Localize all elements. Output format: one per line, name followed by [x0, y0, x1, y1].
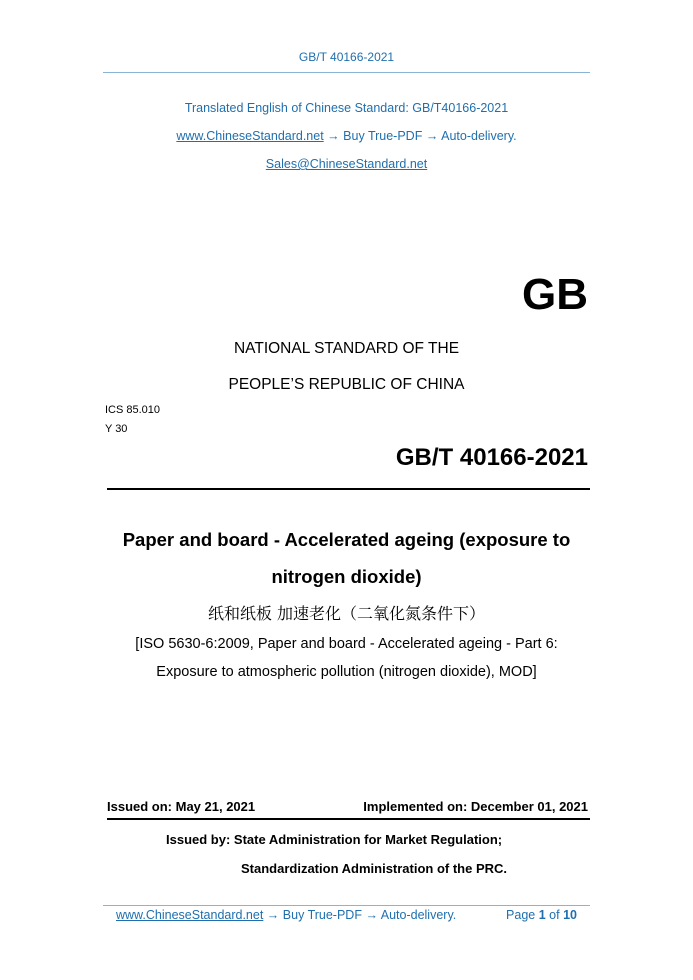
iso-line2: Exposure to atmospheric pollution (nitrogen dioxide), MOD] — [156, 664, 537, 680]
buy-pdf-link[interactable]: Buy True-PDF — [343, 129, 423, 143]
arrow-right-icon: → — [425, 129, 439, 143]
issued-by-line2: Standardization Administration of the PRC. — [241, 861, 508, 876]
email-line — [0, 157, 693, 171]
header-code: GB/T 40166-2021 — [298, 50, 395, 64]
header-divider — [103, 72, 590, 73]
footer-links — [116, 908, 456, 922]
arrow-right-icon: → — [365, 908, 378, 922]
page-current: 1 — [538, 908, 546, 922]
title-chinese: 纸和纸板 加速老化（二氧化氮条件下） — [207, 604, 486, 623]
page-of: of — [549, 908, 560, 922]
title-line1: Paper and board - Accelerated ageing (exposure to — [122, 529, 571, 550]
issued-by-line1: Issued by: State Administration for Market Regulation; — [166, 832, 503, 847]
gb-logo: GB — [522, 270, 588, 319]
issued-on: Issued on: May 21, 2021 — [107, 799, 256, 814]
page-total: 10 — [563, 908, 577, 922]
dates-divider — [107, 818, 590, 820]
implemented-on: Implemented on: December 01, 2021 — [363, 799, 588, 814]
page-label: Page — [506, 908, 536, 922]
iso-line1: [ISO 5630-6:2009, Paper and board - Accelerated ageing - Part 6: — [135, 636, 558, 652]
footer-divider — [103, 905, 590, 906]
promo-line: Translated English of Chinese Standard: GB/T40166-2021 — [184, 101, 509, 115]
footer-site-link[interactable]: www.ChineseStandard.net — [116, 908, 264, 922]
standard-number: GB/T 40166-2021 — [395, 444, 588, 471]
page-indicator — [506, 908, 577, 922]
footer-buy-pdf-link[interactable]: Buy True-PDF — [282, 908, 362, 922]
arrow-right-icon: → — [266, 908, 280, 922]
national-standard-line1: NATIONAL STANDARD OF THE — [233, 340, 460, 357]
arrow-right-icon: → — [327, 129, 340, 143]
email-link[interactable]: Sales@ChineseStandard.net — [265, 157, 428, 171]
site-link[interactable]: www.ChineseStandard.net — [176, 129, 324, 143]
title-divider — [107, 488, 590, 490]
promo-links — [0, 129, 693, 143]
title-line2: nitrogen dioxide) — [271, 566, 422, 587]
ics-code: ICS 85.010 — [105, 404, 161, 416]
ccs-code: Y 30 — [105, 423, 128, 435]
footer-auto-delivery-text: Auto-delivery. — [380, 908, 457, 922]
national-standard-line2: PEOPLE’S REPUBLIC OF CHINA — [228, 376, 465, 393]
auto-delivery-text: Auto-delivery. — [441, 129, 517, 143]
